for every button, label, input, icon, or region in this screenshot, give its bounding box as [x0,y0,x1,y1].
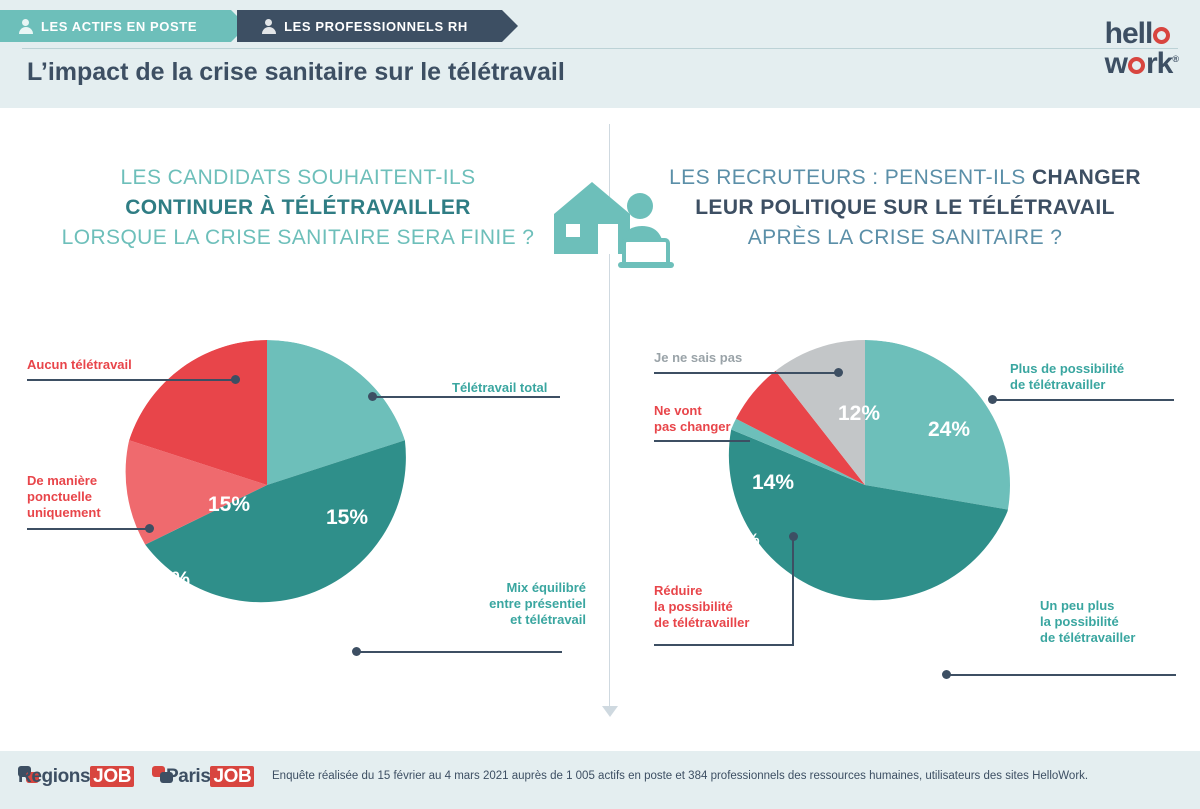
callout-dot-mix [352,647,361,656]
parisjob-logo[interactable]: Paris JOB [166,766,254,788]
logo-o-icon [1153,27,1170,44]
callout-leader-plus-possibilite [994,399,1174,401]
left-pie-value-mix: 53% [298,606,341,629]
tab-label: LES ACTIFS EN POSTE [41,18,198,34]
callout-dot-un-peu-plus [942,670,951,679]
callout-leader-total [372,396,560,398]
logo-line-1: hell [1104,17,1153,50]
right-pie-value-un-peu-plus: 49% [890,628,933,651]
callout-leader-ne-vont-pas-changer [654,440,750,442]
page-footer [0,748,1200,809]
footer-divider [0,748,1200,751]
right-question-line1a: LES RECRUTEURS : PENSENT-ILS [669,166,1032,189]
right-pie-value-je-ne-sais-pas: 12% [838,402,881,425]
user-icon [261,19,276,34]
logo-line-2: w [1104,47,1127,80]
callout-leader-mix [358,651,562,653]
right-pie-value-reduire: 2% [735,530,760,549]
callout-leader-je-ne-sais-pas [654,372,838,374]
callout-dot-reduire [789,532,798,541]
callout-aucun-teletravail: Aucun télétravail [27,357,132,372]
left-question-line1: LES CANDIDATS SOUHAITENT-ILS [120,166,476,189]
callout-dot-plus-possibilite [988,395,997,404]
tab-label: LES PROFESSIONNELS RH [284,18,468,34]
right-question-line3: APRÈS LA CRISE SANITAIRE ? [747,226,1063,249]
callout-dot-je-ne-sais-pas [834,368,843,377]
left-question-line3: LORSQUE LA CRISE SANITAIRE SERA FINIE ? [61,226,535,249]
divider-arrow-icon [602,706,618,717]
callout-leader-aucun [27,379,235,381]
callout-ponctuelle: De manière ponctuelle uniquement [27,473,101,520]
right-pie-value-ne-vont-pas-changer: 14% [752,471,795,494]
callout-leader-reduire-v [792,536,794,646]
callout-dot-ponctuelle [145,524,154,533]
tab-actifs-en-poste[interactable] [0,10,231,42]
logo-o-icon [1128,57,1145,74]
logo-line-2b: rk [1146,47,1173,80]
left-question [18,163,578,253]
header-divider [22,48,1178,49]
page-title: L’impact de la crise sanitaire sur le télétravail [27,58,565,86]
right-question-line1b: CHANGER [1031,166,1141,189]
callout-leader-un-peu-plus [948,674,1176,676]
regionsjob-logo[interactable]: Regions JOB [18,766,134,788]
left-pie-value-ponctuelle: 17% [148,568,191,591]
callout-je-ne-sais-pas: Je ne sais pas [654,350,743,365]
right-question [625,163,1185,253]
right-pie-value-plus-possibilite: 24% [928,418,971,441]
tab-professionnels-rh[interactable] [237,10,502,42]
callout-mix-equilibre: Mix équilibré entre présentiel et télétravail [489,580,586,627]
callout-leader-ponctuelle [27,528,149,530]
left-pie-value-aucun: 15% [208,493,251,516]
callout-leader-reduire-h [654,644,794,646]
tab-bar [0,10,502,42]
callout-plus-possibilite: Plus de possibilité de télétravailler [1010,361,1125,392]
callout-dot-aucun [231,375,240,384]
right-question-line2: LEUR POLITIQUE SUR LE TÉLÉTRAVAIL [695,196,1115,219]
footer-note: Enquête réalisée du 15 février au 4 mars 2021 auprès de 1 005 actifs en poste et 384 professionnels des ressources humaines, utilisateurs des sites HelloWork. [272,770,1089,782]
left-pie-value-total: 15% [326,506,369,529]
hellowork-logo: hell w rk® [1104,17,1178,80]
callout-teletravail-total: Télétravail total [452,380,548,395]
callout-un-peu-plus: Un peu plus la possibilité de télétravailler [1040,598,1136,645]
main-content [0,108,1200,748]
callout-reduire: Réduire la possibilité de télétravailler [654,583,750,630]
left-question-line2: CONTINUER À TÉLÉTRAVAILLER [125,196,471,219]
callout-dot-total [368,392,377,401]
page-header [0,0,1200,108]
callout-ne-vont-pas-changer: Ne vont pas changer [654,403,731,434]
user-icon [18,19,33,34]
